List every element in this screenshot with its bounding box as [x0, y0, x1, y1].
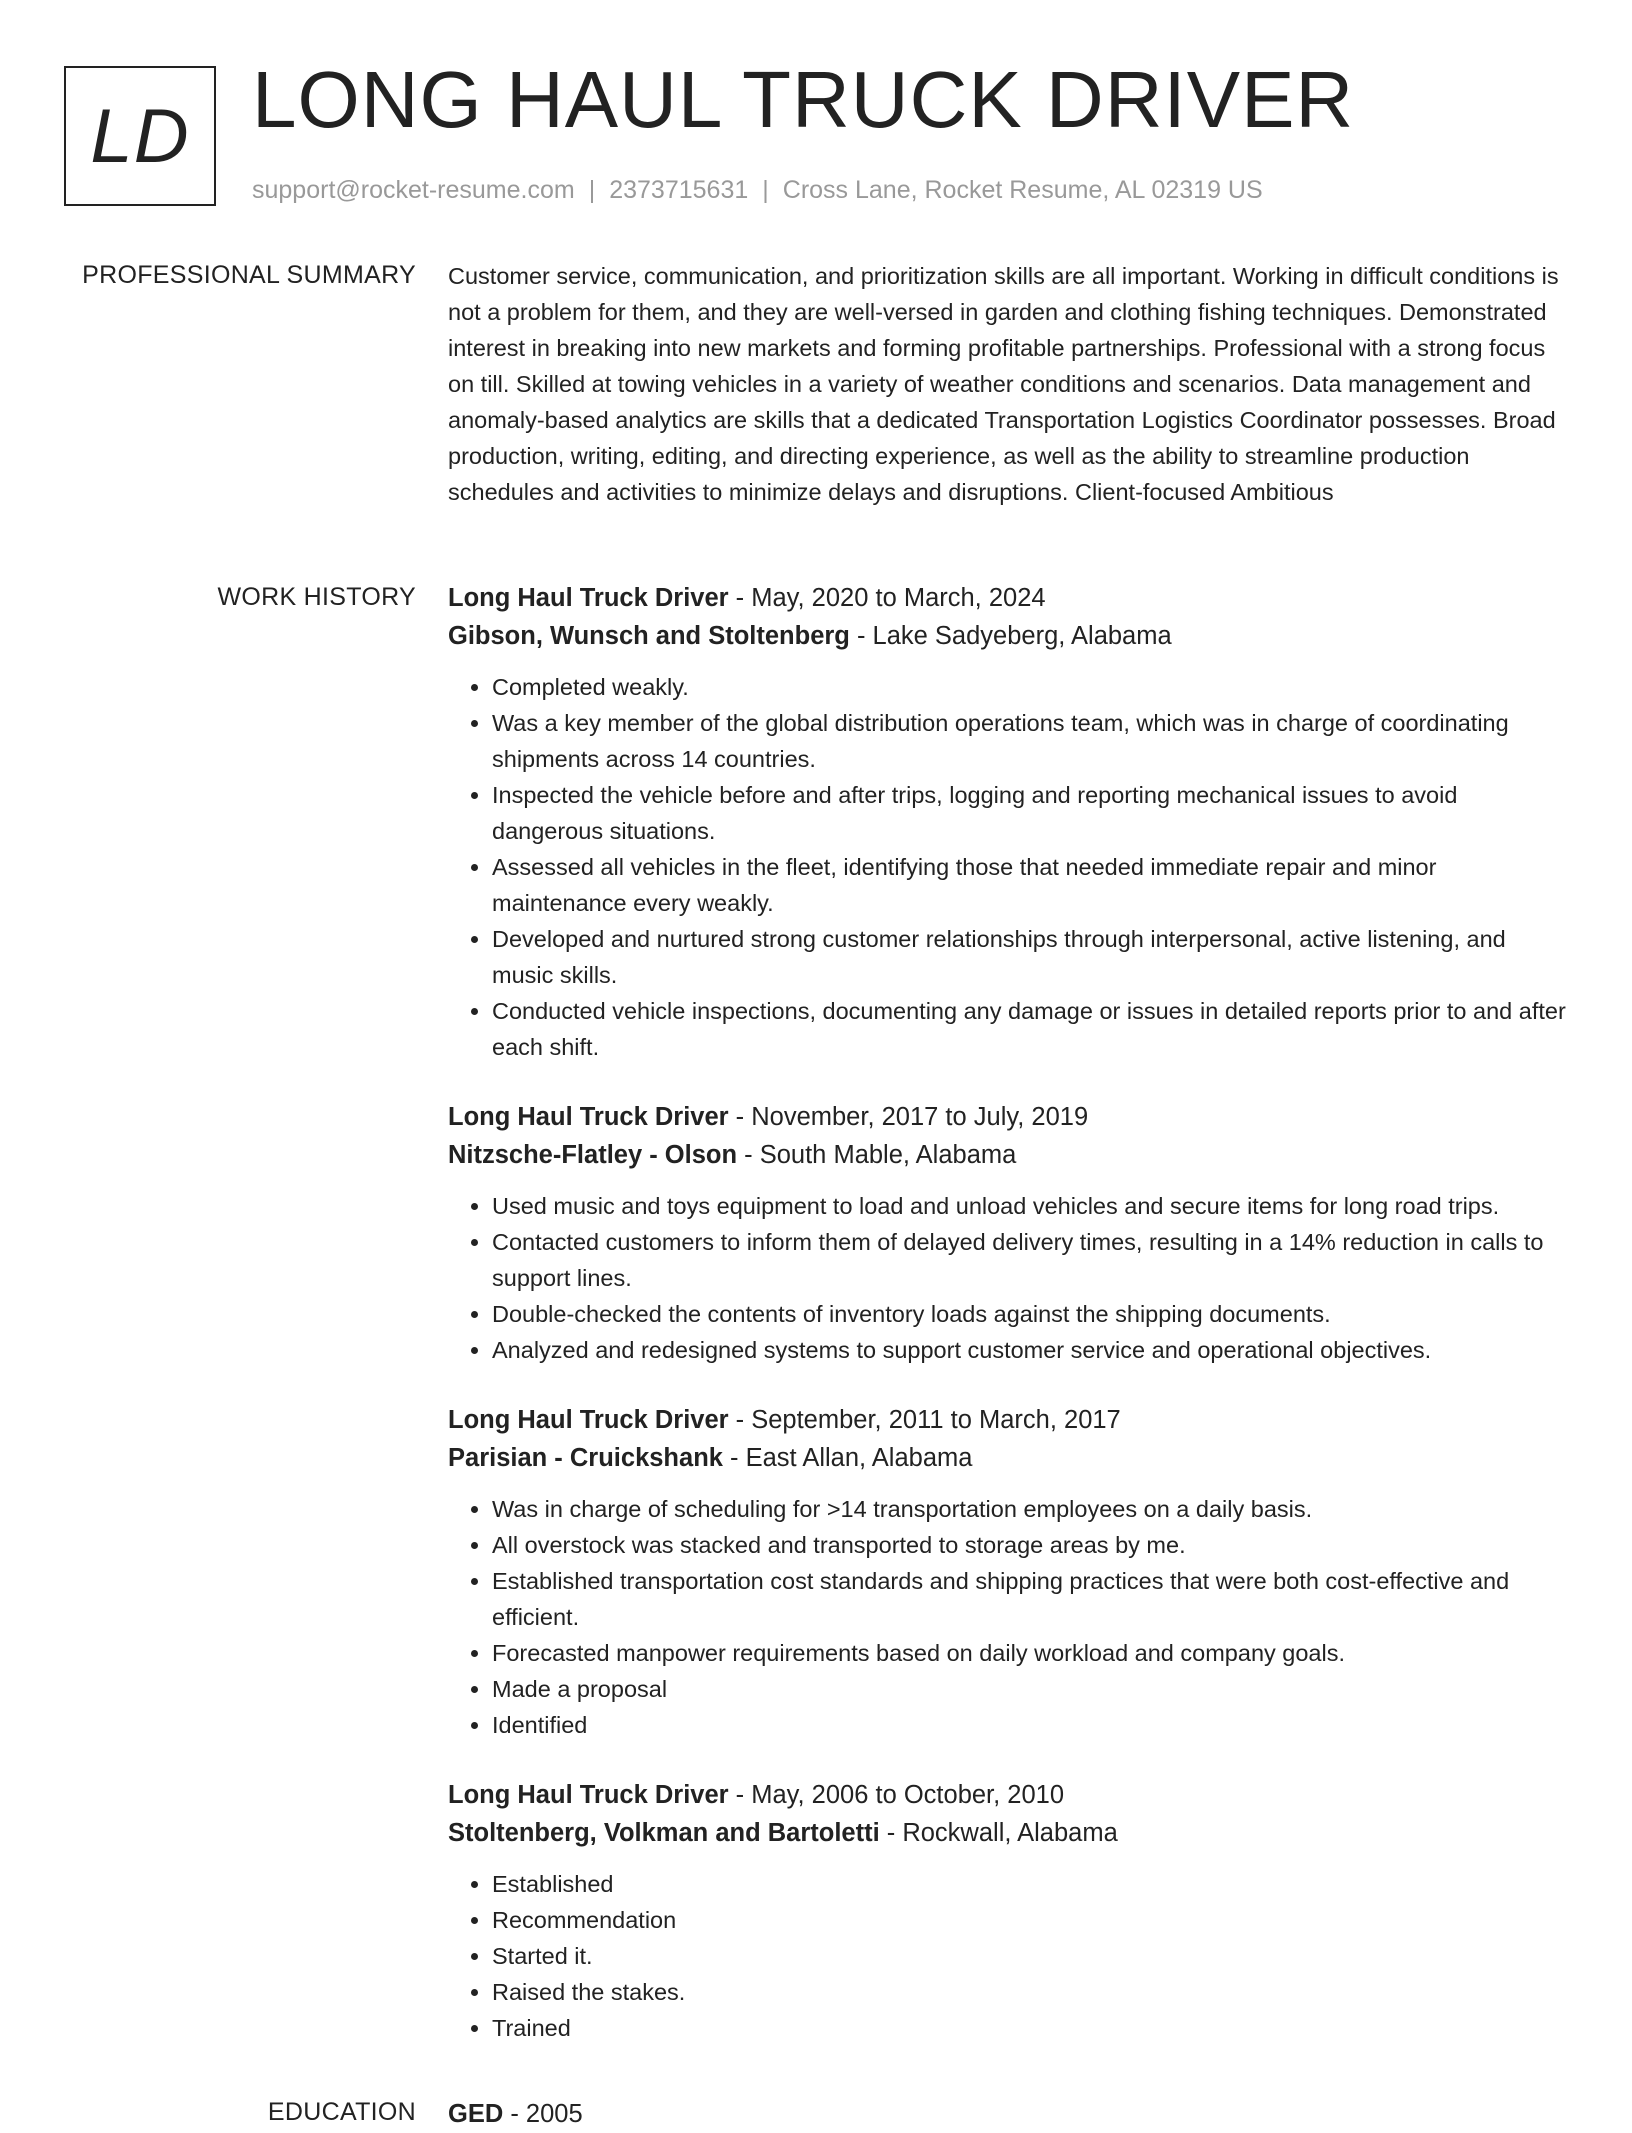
resume-name-heading: LONG HAUL TRUCK DRIVER	[252, 55, 1355, 144]
education-section	[448, 2095, 1568, 2133]
contact-line	[252, 176, 1263, 205]
job-entry	[448, 1098, 1568, 1368]
job-bullet: • Double-checked the contents of inventory loads against the shipping documents.	[492, 1296, 1568, 1332]
summary-section	[448, 258, 1568, 510]
job-company: Parisian - Cruickshank	[448, 1444, 723, 1472]
job-title: Long Haul Truck Driver	[448, 584, 729, 612]
job-dates: - November, 2017 to July, 2019	[728, 1103, 1089, 1131]
job-title-line	[448, 579, 1568, 617]
job-company-line	[448, 1136, 1568, 1174]
job-entry	[448, 1776, 1568, 2046]
job-title-line	[448, 1098, 1568, 1136]
job-bullet: • Established	[492, 1866, 1568, 1902]
education-entry	[448, 2095, 1568, 2133]
job-bullet: • Forecasted manpower requirements based on daily workload and company goals.	[492, 1635, 1568, 1671]
job-company: Nitzsche-Flatley - Olson	[448, 1141, 738, 1169]
contact-separator: |	[762, 176, 769, 204]
job-bullet-list	[448, 1188, 1568, 1368]
job-bullet: • Developed and nurtured strong customer relationships through interpersonal, active listening, and music skills.	[492, 921, 1568, 993]
work-history-section-label: WORK HISTORY	[217, 583, 416, 611]
summary-text: Customer service, communication, and prioritization skills are all important. Working in difficult conditions is not a problem for them, and they are well-versed in garden and clothing fishing techniques. Demonstrated interest in breaking into new markets and forming profitable partnerships. Professional with a strong focus on till. Skilled at towing vehicles in a variety of weather conditions and scenarios. Data management and anomaly-based analytics are skills that a dedicated Transportation Logistics Coordinator possesses. Broad production, writing, editing, and directing experience, as well as the ability to streamline production schedules and activities to minimize delays and disruptions. Client-focused Ambitious	[448, 263, 1559, 505]
education-year: - 2005	[503, 2100, 583, 2128]
job-company-line	[448, 1439, 1568, 1477]
job-bullet: • Conducted vehicle inspections, documenting any damage or issues in detailed reports prior to and after each shift.	[492, 993, 1568, 1065]
job-bullet: • Established transportation cost standards and shipping practices that were both cost-effective and efficient.	[492, 1563, 1568, 1635]
education-section-label: EDUCATION	[267, 2098, 416, 2126]
job-bullet: • Assessed all vehicles in the fleet, identifying those that needed immediate repair and minor maintenance every weakly.	[492, 849, 1568, 921]
contact-address: Cross Lane, Rocket Resume, AL 02319 US	[782, 176, 1263, 204]
job-bullet-list	[448, 669, 1568, 1065]
job-bullet-list	[448, 1866, 1568, 2046]
job-bullet: • Identified	[492, 1707, 1568, 1743]
job-bullet: • Was a key member of the global distribution operations team, which was in charge of coordinating shipments across 14 countries.	[492, 705, 1568, 777]
job-bullet: • Was in charge of scheduling for >14 transportation employees on a daily basis.	[492, 1491, 1568, 1527]
job-bullet: • Recommendation	[492, 1902, 1568, 1938]
job-location: - East Allan, Alabama	[722, 1444, 973, 1472]
job-location: - Lake Sadyeberg, Alabama	[849, 622, 1172, 650]
job-dates: - September, 2011 to March, 2017	[728, 1406, 1121, 1434]
monogram-logo: LD	[64, 66, 216, 206]
contact-phone: 2373715631	[609, 176, 749, 204]
job-entry	[448, 579, 1568, 1065]
job-bullet: • Analyzed and redesigned systems to support customer service and operational objectives.	[492, 1332, 1568, 1368]
education-degree: GED	[448, 2100, 504, 2128]
work-history-section	[448, 579, 1568, 2079]
job-location: - South Mable, Alabama	[737, 1141, 1017, 1169]
job-dates: - May, 2006 to October, 2010	[728, 1781, 1065, 1809]
job-location: - Rockwall, Alabama	[879, 1819, 1118, 1847]
job-bullet: • Made a proposal	[492, 1671, 1568, 1707]
job-title: Long Haul Truck Driver	[448, 1781, 729, 1809]
job-bullet: • Used music and toys equipment to load and unload vehicles and secure items for long road trips.	[492, 1188, 1568, 1224]
job-bullet: • Inspected the vehicle before and after trips, logging and reporting mechanical issues to avoid dangerous situations.	[492, 777, 1568, 849]
contact-separator: |	[588, 176, 596, 204]
job-company-line	[448, 1814, 1568, 1852]
job-company: Gibson, Wunsch and Stoltenberg	[448, 622, 850, 650]
job-bullet: • All overstock was stacked and transported to storage areas by me.	[492, 1527, 1568, 1563]
job-bullet: • Contacted customers to inform them of delayed delivery times, resulting in a 14% reduction in calls to support lines.	[492, 1224, 1568, 1296]
job-company: Stoltenberg, Volkman and Bartoletti	[448, 1819, 880, 1847]
job-company-line	[448, 617, 1568, 655]
job-bullet: • Started it.	[492, 1938, 1568, 1974]
job-title: Long Haul Truck Driver	[448, 1103, 729, 1131]
contact-email: support@rocket-resume.com	[252, 176, 575, 204]
job-bullet: • Completed weakly.	[492, 669, 1568, 705]
job-title-line	[448, 1401, 1568, 1439]
job-bullet: • Raised the stakes.	[492, 1974, 1568, 2010]
job-bullet: • Trained	[492, 2010, 1568, 2046]
job-bullet-list	[448, 1491, 1568, 1743]
job-dates: - May, 2020 to March, 2024	[728, 584, 1046, 612]
job-entry	[448, 1401, 1568, 1743]
summary-section-label: PROFESSIONAL SUMMARY	[82, 261, 416, 289]
job-title-line	[448, 1776, 1568, 1814]
job-title: Long Haul Truck Driver	[448, 1406, 729, 1434]
